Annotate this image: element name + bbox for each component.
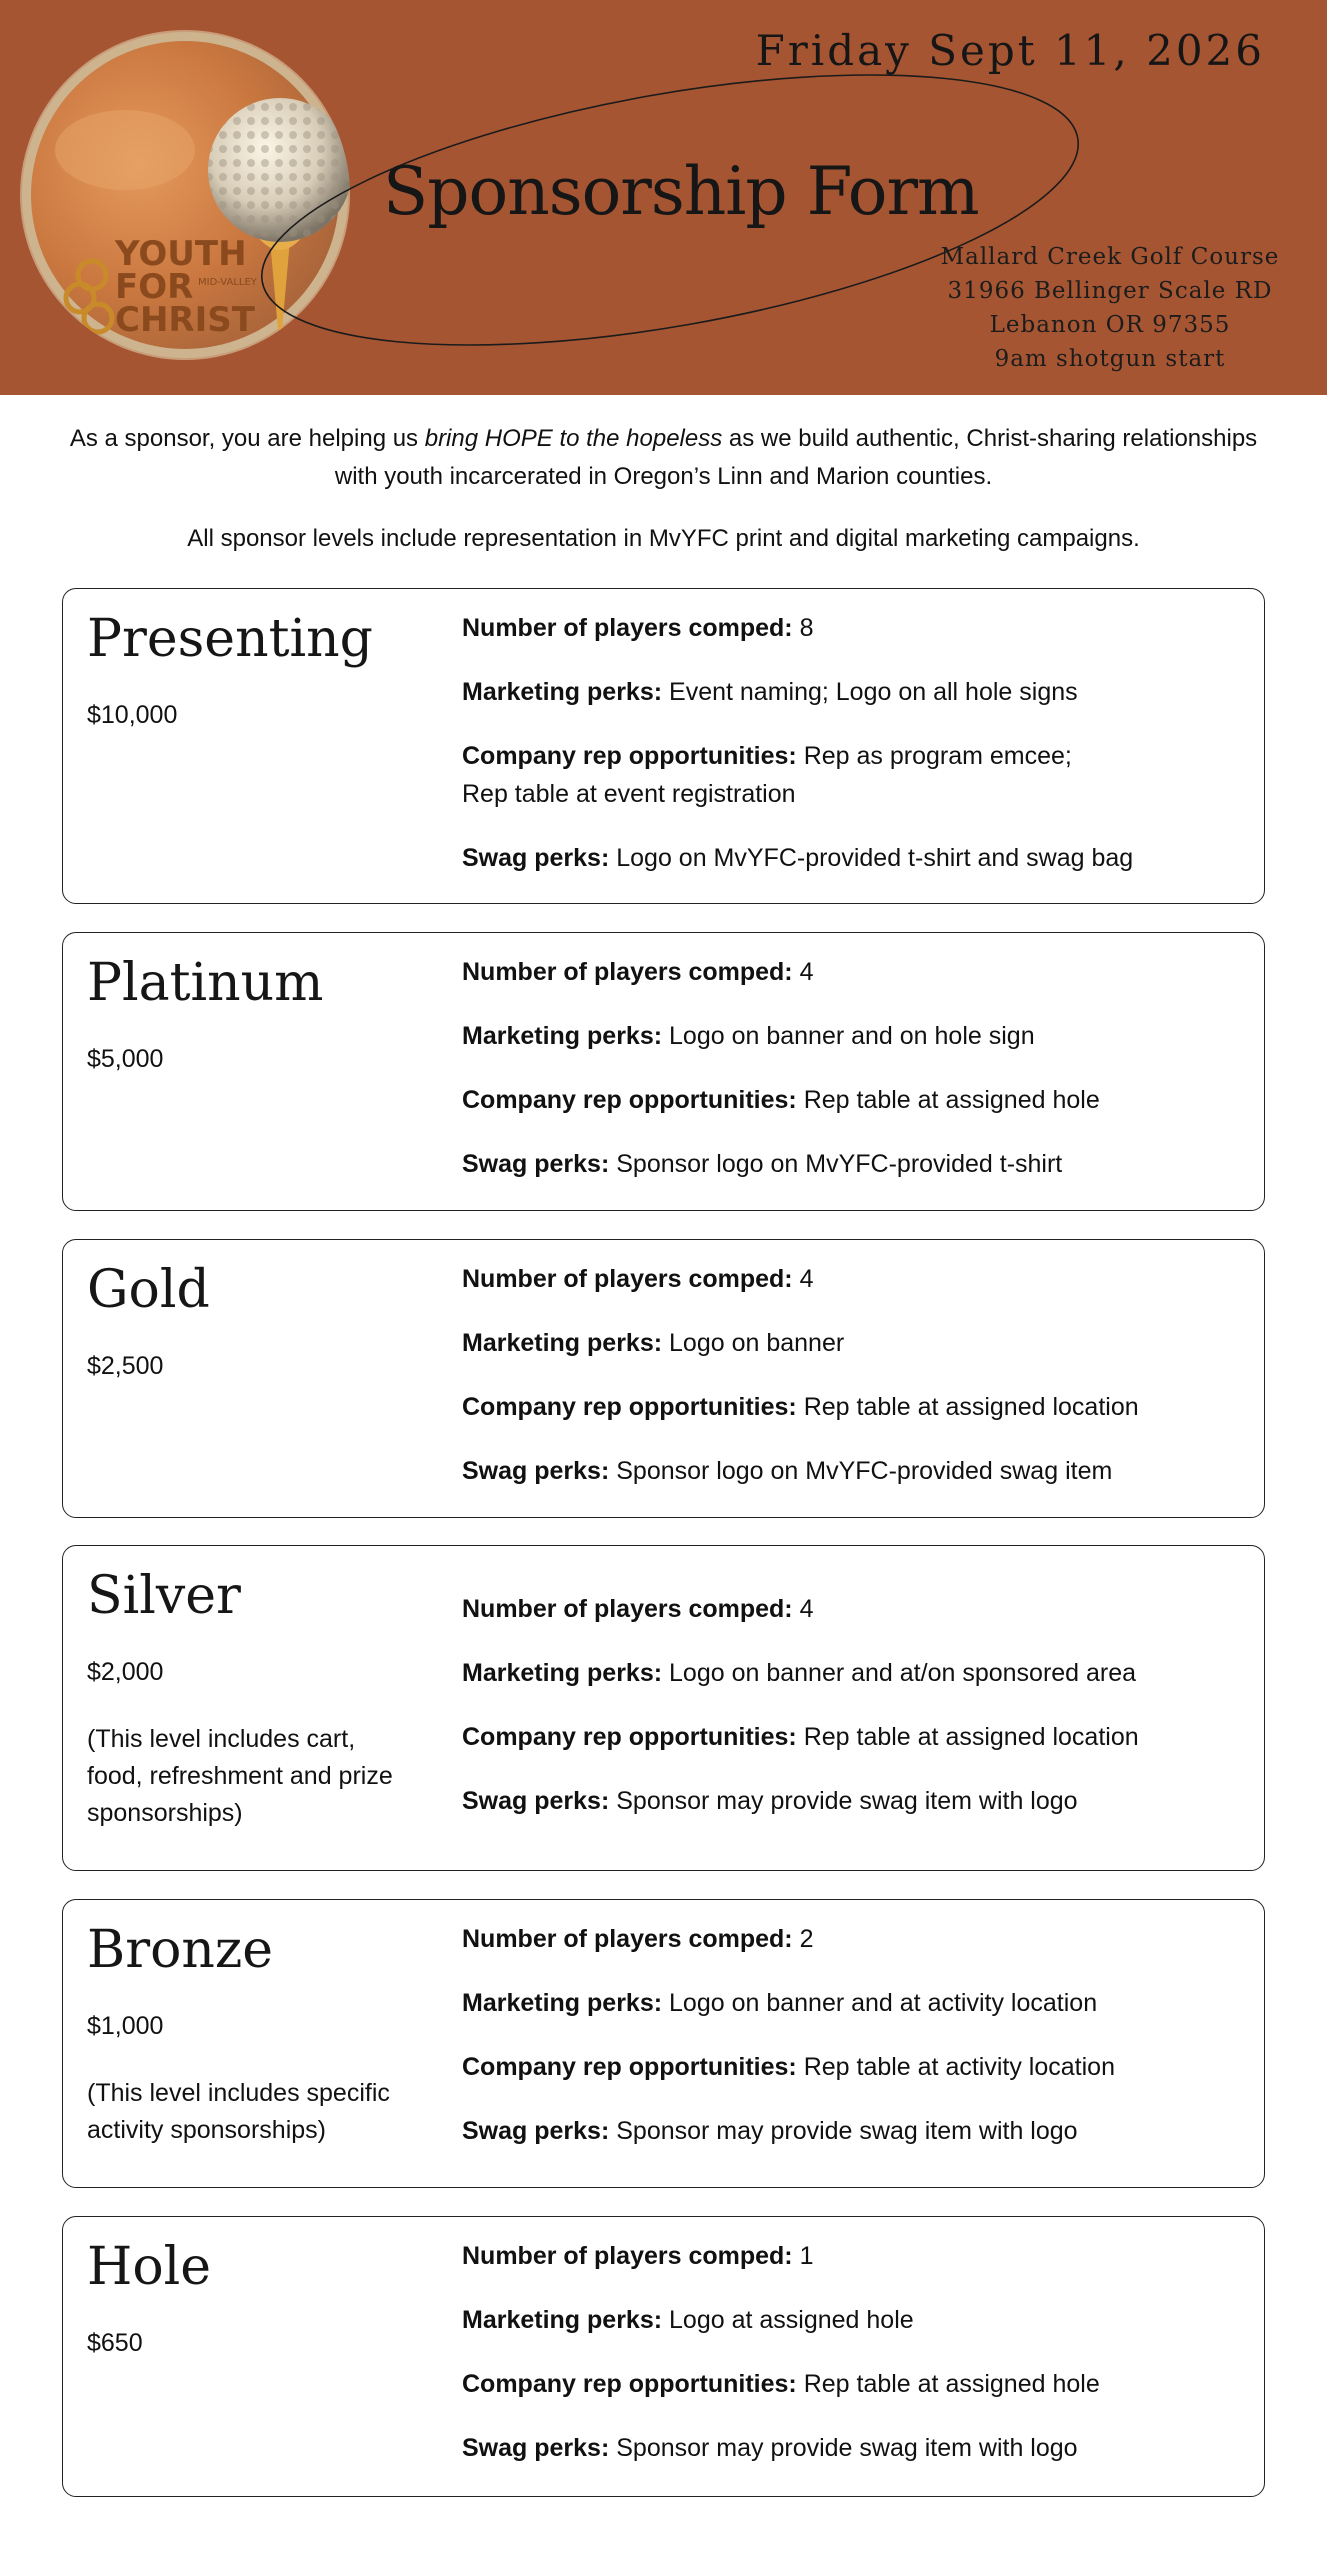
perk-marketing	[462, 1984, 1252, 2022]
perk-swag	[462, 1782, 1252, 1820]
perk-label: Company rep opportunities:	[462, 2370, 797, 2398]
venue-address: 31966 Bellinger Scale RD	[947, 278, 1273, 304]
perk-marketing	[462, 1324, 1252, 1362]
perk-label: Marketing perks:	[462, 2306, 663, 2334]
perk-value: Sponsor may provide swag item with logo	[616, 2117, 1078, 2145]
perk-value: Rep as program emcee;	[803, 742, 1072, 770]
perk-rep	[462, 2365, 1252, 2403]
perk-players	[462, 1920, 1252, 1958]
start-time: 9am shotgun start	[994, 346, 1226, 372]
perks-list	[462, 1590, 1252, 1846]
perk-value: Sponsor logo on MvYFC-provided t-shirt	[616, 1150, 1063, 1178]
perk-players	[462, 1590, 1252, 1628]
perk-value: Logo on banner	[669, 1329, 845, 1357]
event-date: Friday Sept 11, 2026	[755, 26, 1265, 75]
perk-marketing	[462, 2301, 1252, 2339]
perk-label: Number of players comped:	[462, 2242, 793, 2270]
perk-players	[462, 1260, 1252, 1298]
perk-label: Swag perks:	[462, 2434, 610, 2462]
perk-value: 1	[799, 2242, 814, 2270]
perk-value: Rep table at assigned location	[803, 1723, 1139, 1751]
perk-value: Logo on banner and at activity location	[669, 1989, 1098, 2017]
level-note: (This level includes specific activity sponsorships)	[87, 2079, 390, 2144]
level-name: Presenting	[87, 609, 373, 669]
perk-label: Number of players comped:	[462, 1595, 793, 1623]
perk-label: Marketing perks:	[462, 1329, 663, 1357]
level-name: Platinum	[87, 953, 324, 1013]
perk-label: Marketing perks:	[462, 678, 663, 706]
perks-list	[462, 2237, 1252, 2493]
logo-text-for: FOR	[115, 267, 194, 307]
level-name: Hole	[87, 2237, 212, 2297]
intro-text-2: as we build authentic, Christ-sharing relationships with youth incarcerated in Oregon’s Linn and Marion counties.	[334, 425, 1258, 490]
venue-name: Mallard Creek Golf Course	[940, 244, 1280, 270]
perks-list	[462, 1920, 1252, 2176]
logo-text-youth: YOUTH	[115, 234, 247, 274]
perk-value: 8	[799, 614, 814, 642]
level-note: (This level includes cart, food, refreshment and prize sponsorships)	[87, 1725, 393, 1827]
perk-value: Logo on banner and on hole sign	[669, 1022, 1035, 1050]
perk-label: Number of players comped:	[462, 1265, 793, 1293]
intro-paragraph	[60, 420, 1267, 496]
perk-players	[462, 2237, 1252, 2275]
perk-label: Company rep opportunities:	[462, 1086, 797, 1114]
perk-rep	[462, 2048, 1252, 2086]
perk-value: 4	[799, 1265, 814, 1293]
sponsor-card-hole	[62, 2216, 1265, 2497]
perk-label: Company rep opportunities:	[462, 1393, 797, 1421]
perk-value: Sponsor may provide swag item with logo	[616, 2434, 1078, 2462]
perk-label: Swag perks:	[462, 844, 610, 872]
perk-rep	[462, 1388, 1252, 1426]
perk-swag	[462, 2429, 1252, 2467]
perk-value: Sponsor logo on MvYFC-provided swag item	[616, 1457, 1113, 1485]
perk-label: Marketing perks:	[462, 1022, 663, 1050]
sponsor-card-gold	[62, 1239, 1265, 1518]
perk-swag	[462, 839, 1252, 877]
intro-text-1: As a sponsor, you are helping us	[69, 425, 425, 452]
perk-value: Logo at assigned hole	[669, 2306, 914, 2334]
perk-label: Swag perks:	[462, 1787, 610, 1815]
venue-info	[900, 240, 1320, 376]
perk-players	[462, 609, 1252, 647]
venue-city: Lebanon OR 97355	[989, 312, 1231, 338]
perk-value: Rep table at assigned hole	[803, 2370, 1100, 2398]
perk-swag	[462, 2112, 1252, 2150]
perk-value: Rep table at assigned location	[803, 1393, 1139, 1421]
golf-ball-logo-art	[20, 30, 350, 360]
perk-value: 2	[799, 1925, 814, 1953]
perk-value: Rep table at assigned hole	[803, 1086, 1100, 1114]
perk-rep	[462, 1081, 1252, 1119]
sponsor-card-presenting	[62, 588, 1265, 904]
level-price: $650	[87, 2329, 143, 2357]
perk-label: Number of players comped:	[462, 1925, 793, 1953]
level-name: Silver	[87, 1566, 241, 1626]
level-name: Gold	[87, 1260, 210, 1320]
level-price: $1,000	[87, 2012, 164, 2040]
perk-swag	[462, 1145, 1252, 1183]
page-title: Sponsorship Form	[383, 153, 979, 230]
perks-list	[462, 953, 1252, 1209]
perk-label: Company rep opportunities:	[462, 1723, 797, 1751]
header-banner	[0, 0, 1327, 395]
perk-marketing	[462, 1654, 1252, 1692]
level-price: $2,500	[87, 1352, 164, 1380]
level-price: $10,000	[87, 701, 178, 729]
perk-label: Swag perks:	[462, 2117, 610, 2145]
perk-value: Event naming; Logo on all hole signs	[669, 678, 1078, 706]
sponsor-card-silver	[62, 1545, 1265, 1871]
youth-for-christ-logo	[20, 30, 350, 360]
level-name: Bronze	[87, 1920, 274, 1980]
perks-list	[462, 1260, 1252, 1516]
perk-value: Sponsor may provide swag item with logo	[616, 1787, 1078, 1815]
perk-label: Marketing perks:	[462, 1659, 663, 1687]
perk-value: Logo on banner and at/on sponsored area	[669, 1659, 1137, 1687]
sponsor-card-bronze	[62, 1899, 1265, 2188]
intro-representation: All sponsor levels include representation in MvYFC print and digital marketing campaigns.	[187, 525, 1140, 552]
perk-label: Swag perks:	[462, 1150, 610, 1178]
perk-label: Number of players comped:	[462, 614, 793, 642]
sponsor-card-platinum	[62, 932, 1265, 1211]
intro-emphasis: bring HOPE to the hopeless	[424, 425, 723, 452]
perk-marketing	[462, 673, 1252, 711]
perk-value: Rep table at activity location	[803, 2053, 1115, 2081]
perk-label: Number of players comped:	[462, 958, 793, 986]
logo-tagline: MID-VALLEY	[198, 277, 257, 288]
perk-label: Marketing perks:	[462, 1989, 663, 2017]
perk-players	[462, 953, 1252, 991]
perks-list	[462, 609, 1252, 903]
perk-rep	[462, 1718, 1252, 1756]
perk-value: 4	[799, 1595, 814, 1623]
perk-value: 4	[799, 958, 814, 986]
perk-swag	[462, 1452, 1252, 1490]
logo-text-christ: CHRIST	[115, 300, 255, 340]
perk-marketing	[462, 1017, 1252, 1055]
perk-rep	[462, 737, 1252, 813]
perk-label: Swag perks:	[462, 1457, 610, 1485]
perk-label: Company rep opportunities:	[462, 2053, 797, 2081]
perk-value-line2: Rep table at event registration	[462, 780, 796, 808]
level-price: $2,000	[87, 1658, 164, 1686]
level-price: $5,000	[87, 1045, 164, 1073]
perk-value: Logo on MvYFC-provided t-shirt and swag bag	[616, 844, 1134, 872]
perk-label: Company rep opportunities:	[462, 742, 797, 770]
